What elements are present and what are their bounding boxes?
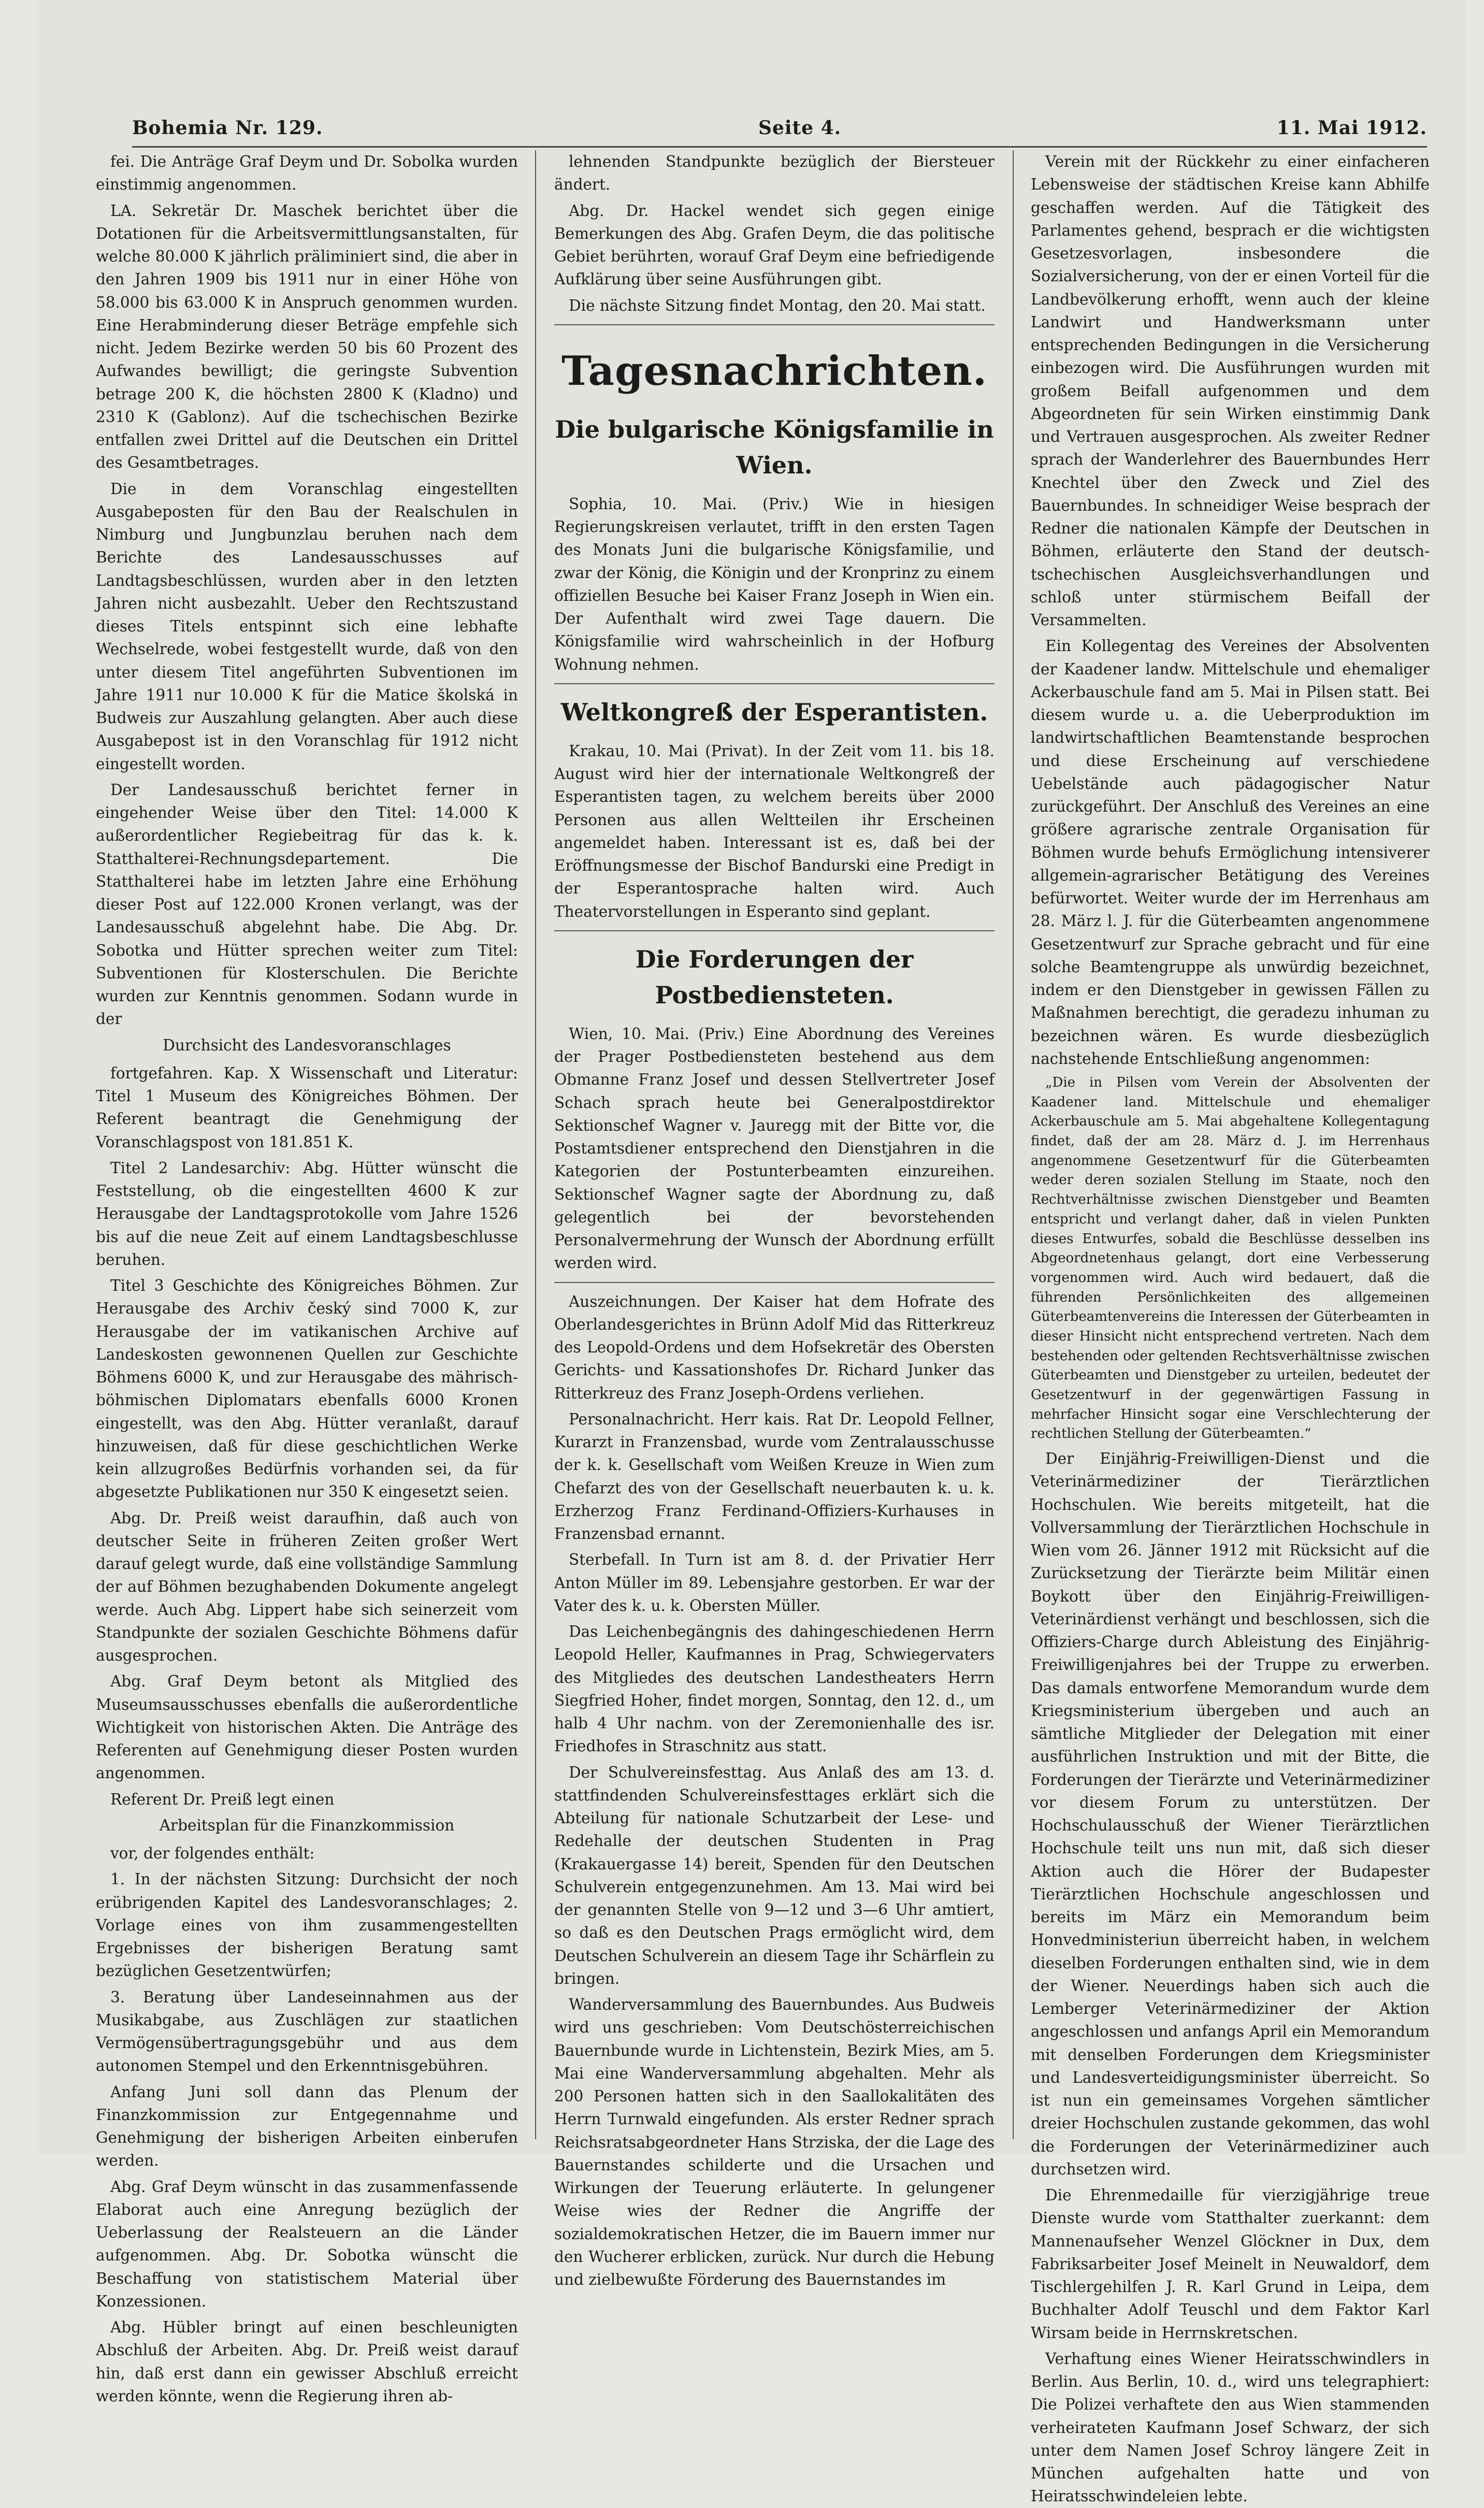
- column-rule: [535, 150, 536, 2139]
- paragraph: Abg. Hübler bringt auf einen beschleunigten Abschluß der Arbeiten. Abg. Dr. Preiß weist darauf hin, daß erst dann ein gewisser Abschluß erreicht werden könnte, wenn die Regierung ihren ab-: [96, 2318, 518, 2405]
- paragraph: Anfang Juni soll dann das Plenum der Finanzkommission zur Entgegennahme und Genehmigung der bisherigen Arbeiten einberufen werden.: [96, 2083, 518, 2170]
- paragraph: Abg. Graf Deym betont als Mitglied des Museumsausschusses ebenfalls die außerordentliche Wichtigkeit von historischen Akten. Die Anträge des Referenten auf Genehmigung dieser Posten wurden angenommen.: [96, 1673, 518, 1782]
- article-headline: Weltkongreß der Esperantisten.: [560, 698, 988, 726]
- paragraph: Der Einjährig-Freiwilligen-Dienst und die Veterinärmediziner der Tierärztlichen Hochschulen. Wie bereits mitgeteilt, hat die Vollversammlung der Tierärztlichen Hochschule in Wien vom 26. Jänner 1912 mit Rücksicht auf die Zurücksetzung der Tierärzte beim Militär einen Boykott über den Einjährig-Freiwilligen-Veterinärdienst verhängt und beschlossen, sich die Offiziers-Charge durch Ableistung des Einjährig-Freiwilligenjahres bei der Truppe zu erwerben. Das damals entworfene Memorandum wurde dem Kriegsministerium übergeben und auch an sämtliche Mitglieder der Delegation mit einer ausführlichen Instruktion und mit der Bitte, die Forderungen der Tierärzte und Veterinärmediziner vor diesem Forum zu unterstützen. Der Hochschulausschuß der Wiener Tierärztlichen Hochschule teilt uns nun mit, daß sich dieser Aktion auch die Hörer der Budapester Tierärztlichen Hochschule angeschlossen und bereits im März ein Memorandum beim Honvedministeriun überreicht haben, in welchem dieselben Forderungen enthalten sind, wie in dem der Wiener. Neuerdings haben sich auch die Lemberger Veterinärmediziner der Aktion angeschlossen und anfangs April ein Memorandum mit denselben Forderungen dem Kriegsminister und Landesverteidigungsminister überreicht. So ist nun ein gemeinsames Vorgehen sämtlicher dreier Hochschulen zustande gekommen, das wohl die Forderungen der Veterinärmediziner auch durchsetzen wird.: [1031, 1450, 1430, 2178]
- paragraph: Auszeichnungen. Der Kaiser hat dem Hofrate des Oberlandesgerichtes in Brünn Adolf Mid das Ritterkreuz des Leopold-Ordens und dem Hofsekretär des Obersten Gerichts- und Kassationshofes Dr. Richard Junker das Ritterkreuz des Franz Joseph-Ordens verliehen.: [554, 1292, 995, 1402]
- column-1: [96, 150, 518, 2405]
- paragraph: Abg. Graf Deym wünscht in das zusammenfassende Elaborat auch eine Anregung bezüglich der Ueberlassung der Realsteuern an die Länder aufgenommen. Abg. Dr. Sobotka wünscht die Beschaffung von statistischem Material über Konzessionen.: [96, 2178, 518, 2310]
- section-heading: Arbeitsplan für die Finanzkommission: [159, 1816, 455, 1834]
- paragraph: Der Schulvereinsfesttag. Aus Anlaß des am 13. d. stattfindenden Schulvereinsfesttages erklärt sich die Abteilung für nationale Schutzarbeit der Lese- und Redehalle der deutschen Studenten in Prag (Krakauergasse 14) bereit, Spenden für den Deutschen Schulverein entgegenzunehmen. Am 13. Mai wird bei der genannten Stelle von 9—12 und 3—6 Uhr amtiert, so daß es den Deutschen Prags ermöglicht wird, dem Deutschen Schulverein an diesem Tage ihr Schärflein zu bringen.: [554, 1763, 995, 1987]
- section-heading: Durchsicht des Landesvoranschlages: [163, 1036, 451, 1054]
- paragraph: Die in dem Voranschlag eingestellten Ausgabeposten für den Bau der Realschulen in Nimburg und Jungbunzlau beruhen nach dem Berichte des Landesausschusses auf Landtagsbeschlüssen, wurden aber in den letzten Jahren nicht ausbezahlt. Ueber den Rechtszustand dieses Titels entspinnt sich eine lebhafte Wechselrede, wobei festgestellt wurde, daß von den unter diesem Titel angeführten Subventionen im Jahre 1911 nur 10.000 K für die Matice školská in Budweis zur Auszahlung gelangten. Aber auch diese Ausgabepost ist in den Voranschlag für 1912 nicht eingestellt worden.: [96, 480, 518, 773]
- paragraph: Verhaftung eines Wiener Heiratsschwindlers in Berlin. Aus Berlin, 10. d., wird uns telegraphiert: Die Polizei verhaftete den aus Wien stammenden verheirateten Kaufmann Josef Schwarz, der sich unter dem Namen Josef Schroy längere Zeit in München aufgehalten hatte und von Heiratsschwindeleien lebte.: [1031, 2350, 1430, 2505]
- paragraph: Wien, 10. Mai. (Priv.) Eine Abordnung des Vereines der Prager Postbediensteten bestehend aus dem Obmanne Franz Josef und dessen Stellvertreter Josef Schach sprach heute bei Generalpostdirektor Sektionschef Wagner v. Jauregg mit der Bitte vor, die Postamtsdiener entsprechend den Dienstjahren in die Kategorien der Postunterbeamten einzureihen. Sektionschef Wagner sagte der Abordnung zu, daß gelegentlich bei der bevorstehenden Personalvermehrung der Wunsch der Abordnung erfüllt werden wird.: [554, 1025, 995, 1272]
- paragraph: Sterbefall. In Turn ist am 8. d. der Privatier Herr Anton Müller im 89. Lebensjahre gestorben. Er war der Vater des k. u. k. Obersten Müller.: [554, 1551, 995, 1615]
- paragraph: Der Landesausschuß berichtet ferner in eingehender Weise über den Titel: 14.000 K außerordentlicher Regiebeitrag für das k. k. Statthalterei-Rechnungsdepartement. Die Statthalterei habe im letzten Jahre eine Erhöhung dieser Post auf 122.000 Kronen verlangt, was der Landesausschuß abgelehnt habe. Die Abg. Dr. Sobotka und Hütter sprechen weiter zum Titel: Subventionen für Klosterschulen. Die Berichte wurden zur Kenntnis genommen. Sodann wurde in der: [96, 781, 518, 1028]
- paragraph: Referent Dr. Preiß legt einen: [110, 1790, 335, 1808]
- article-headline: Die bulgarische Königsfamilie in Wien.: [555, 415, 994, 479]
- paragraph: Verein mit der Rückkehr zu einer einfacheren Lebensweise der städtischen Kreise kann Abhilfe geschaffen werden. Auf die Tätigkeit des Parlamentes gehend, besprach er die wichtigsten Gesetzesvorlagen, insbesondere die Sozialversicherung, von der er einen Vorteil für die Landbevölkerung erhofft, wenn auch der kleine Landwirt und Handwerksmann unter entsprechenden Bedingungen in die Versicherung einbezogen wird. Die Ausführungen wurden mit großem Beifall aufgenommen und dem Abgeordneten für sein Wirken einstimmig Dank und Vertrauen ausgesprochen. Als zweiter Redner sprach der Wanderlehrer des Bauernbundes Herr Knechtel über den Zweck und Ziel des Bauernbundes. In schneidiger Weise besprach der Redner die nationalen Kämpfe der Deutschen in Böhmen, erläuterte den Stand der deutsch-tschechischen Ausgleichsverhandlungen und schloß unter stürmischem Beifall der Versammelten.: [1031, 153, 1430, 629]
- paragraph: Titel 2 Landesarchiv: Abg. Hütter wünscht die Feststellung, ob die eingestellten 4600 K zur Herausgabe der Landtagsprotokolle vom Jahre 1526 bis auf die neue Zeit auf einem Landtagsbeschlusse beruhen.: [96, 1159, 518, 1269]
- article-headline: Die Forderungen der Postbediensteten.: [635, 945, 914, 1009]
- paragraph: Abg. Dr. Preiß weist daraufhin, daß auch von deutscher Seite in früheren Zeiten großer Wert darauf gelegt wurde, daß eine vollständige Sammlung der auf Böhmen bezughabenden Dokumente angelegt werde. Auch Abg. Lippert habe sich seinerzeit vom Standpunkte der sozialen Geschichte Böhmens dafür ausgesprochen.: [96, 1509, 518, 1664]
- divider: [554, 324, 995, 325]
- paragraph: Das Leichenbegängnis des dahingeschiedenen Herrn Leopold Heller, Kaufmannes in Prag, Schwiegervaters des Mitgliedes des deutschen Landestheaters Herrn Siegfried Hoher, findet morgen, Sonntag, den 12. d., um halb 4 Uhr nachm. von der Zeremonienhalle des isr. Friedhofes in Straschnitz aus statt.: [554, 1623, 995, 1755]
- section-title: Tagesnachrichten.: [561, 347, 988, 395]
- column-2: [554, 150, 995, 2288]
- paragraph: fortgefahren. Kap. X Wissenschaft und Literatur: Titel 1 Museum des Königreiches Böhmen. Der Referent beantragt die Genehmigung der Voranschlagspost von 181.851 K.: [96, 1064, 518, 1151]
- paragraph: 1. In der nächsten Sitzung: Durchsicht der noch erübrigenden Kapitel des Landesvoranschlages; 2. Vorlage eines von ihm zusammengestellten Ergebnisses der bisherigen Beratung samt bezüglichen Gesetzentwürfen;: [96, 1870, 518, 1980]
- divider: [554, 930, 995, 931]
- page-header: [132, 110, 1427, 148]
- paragraph: Wanderversammlung des Bauernbundes. Aus Budweis wird uns geschrieben: Vom Deutschösterreichischen Bauernbunde wurde in Lichtenstein, Bezirk Mies, am 5. Mai eine Wanderversammlung abgehalten. Mehr als 200 Personen hatten sich in den Saallokalitäten des Herrn Turnwald eingefunden. Als erster Redner sprach Reichsratsabgeordneter Hans Strziska, der die Lage des Bauernstandes schilderte und die Ursachen und Wirkungen der Teuerung erläuterte. In gelungener Weise wies der Redner die Angriffe der sozialdemokratischen Hetzer, die im Bauern immer nur den Wucherer erblicken, zurück. Nur durch die Hebung und zielbewußte Förderung des Bauernstandes im: [554, 1996, 995, 2288]
- divider: [554, 683, 995, 684]
- paragraph: Sophia, 10. Mai. (Priv.) Wie in hiesigen Regierungskreisen verlautet, trifft in den ersten Tagen des Monats Juni die bulgarische Königsfamilie, und zwar der König, die Königin und der Kronprinz zu einem offiziellen Besuche bei Kaiser Franz Joseph in Wien ein. Der Aufenthalt wird zwei Tage dauern. Die Königsfamilie wird wahrscheinlich in der Hofburg Wohnung nehmen.: [554, 495, 995, 673]
- divider: [554, 1282, 995, 1283]
- header-issue: Bohemia Nr. 129.: [132, 117, 323, 139]
- paragraph: vor, der folgendes enthält:: [110, 1844, 315, 1862]
- column-rule: [1013, 150, 1014, 2139]
- paragraph: LA. Sekretär Dr. Maschek berichtet über die Dotationen für die Arbeitsvermittlungsanstalten, für welche 80.000 K jährlich präliminiert sind, die aber in den Jahren 1909 bis 1911 nur in einer Höhe von 58.000 bis 63.000 K in Anspruch genommen wurden. Eine Herabminderung dieser Beträge empfehle sich nicht. Jedem Bezirke werden 50 bis 60 Prozent des Aufwandes bewilligt; die geringste Subvention betrage 200 K, die höchsten 2800 K (Kladno) und 2310 K (Gablonz). Auf die tschechischen Bezirke entfallen zwei Drittel auf die Deutschen ein Drittel des Gesamtbetrages.: [96, 201, 518, 472]
- header-page-number: Seite 4.: [758, 117, 842, 139]
- column-3: [1031, 150, 1430, 2505]
- paragraph: Ein Kollegentag des Vereines der Absolventen der Kaadener landw. Mittelschule und ehemaliger Ackerbauschule fand am 5. Mai in Pilsen statt. Bei diesem wurde u. a. die Ueberproduktion im landwirtschaftlichen Beamtenstande besprochen und diese Erscheinung auf verschiedene Uebelstände auch pädagogischer Natur zurückgeführt. Der Anschluß des Vereines an eine größere agrarische zentrale Organisation für Böhmen wurde behufs Ermöglichung intensiverer allgemein-agrarischer Betätigung des Vereines befürwortet. Weiter wurde der im Herrenhaus am 28. März l. J. für die Güterbeamten angenommene Gesetzentwurf zur Sprache gebracht und für eine solche Beamtengruppe als unwürdig bezeichnet, indem er den Dienstgeber in gewissen Fällen zu Maßnahmen berechtigt, die geradezu inhuman zu bezeichnen wären. Es wurde diesbezüglich nachstehende Entschließung angenommen:: [1031, 637, 1430, 1068]
- paragraph: lehnenden Standpunkte bezüglich der Biersteuer ändert.: [554, 153, 995, 194]
- paragraph: Abg. Dr. Hackel wendet sich gegen einige Bemerkungen des Abg. Grafen Deym, die das politische Gebiet berührten, worauf Graf Deym eine befriedigende Aufklärung über seine Ausführungen gibt.: [554, 201, 995, 289]
- article-columns: [96, 150, 1430, 2505]
- paragraph: Personalnachricht. Herr kais. Rat Dr. Leopold Fellner, Kurarzt in Franzensbad, wurde vom Zentralausschusse der k. k. Gesellschaft vom Weißen Kreuze in Wien zum Chefarzt des von der Gesellschaft neuerbauten k. u. k. Erzherzog Franz Ferdinand-Offiziers-Kurhauses in Franzensbad ernannt.: [554, 1410, 995, 1543]
- paragraph: fei. Die Anträge Graf Deym und Dr. Sobolka wurden einstimmig angenommen.: [96, 153, 518, 194]
- paragraph: 3. Beratung über Landeseinnahmen aus der Musikabgabe, aus Zuschlägen zur staatlichen Vermögensübertragungsgebühr und aus dem autonomen Stempel und den Erkenntnisgebühren.: [96, 1988, 518, 2075]
- paragraph: Titel 3 Geschichte des Königreiches Böhmen. Zur Herausgabe des Archiv český sind 7000 K, zur Herausgabe der im vatikanischen Archive auf Landeskosten gewonnenen Quellen zur Geschichte Böhmens 6000 K, und zur Herausgabe des mährisch-böhmischen Diplomatars ebenfalls 6000 Kronen eingestellt, was den Abg. Hütter veranlaßt, darauf hinzuweisen, daß für diese geschichtlichen Werke kein allzugroßes Bedürfnis vorhanden sei, da für abgesetzte Publikationen nur 350 K eingesetzt seien.: [96, 1277, 518, 1501]
- resolution-quote: „Die in Pilsen vom Verein der Absolventen der Kaadener land. Mittelschule und ehemaliger Ackerbauschule am 5. Mai abgehaltene Kollegentagung findet, daß der am 28. März d. J. im Herrenhaus angenommene Gesetzentwurf für die Güterbeamten weder deren sozialen Stellung im Staate, noch den Rechtverhältnisse zwischen Dienstgeber und Beamten entspricht und verlangt daher, daß in vielen Punkten dieses Entwurfes, sobald die Beschlüsse desselben ins Abgeordnetenhaus gelangt, dort eine Verbesserung vorgenommen wird. Auch wird bedauert, daß die führenden Persönlichkeiten des allgemeinen Güterbeamtenvereins die Interessen der Güterbeamten in dieser Hinsicht nicht entsprechend vertreten. Nach dem bestehenden oder geltenden Rechtsverhältnisse zwischen Güterbeamten und Dienstgeber zu urteilen, bedeutet der Gesetzentwurf in der gegenwärtigen Fassung in mehrfacher Hinsicht sogar eine Verschlechterung der rechtlichen Stellung der Güterbeamten.“: [1031, 1075, 1430, 1442]
- paragraph: Die Ehrenmedaille für vierzigjährige treue Dienste wurde vom Statthalter zuerkannt: dem Mannenaufseher Wenzel Glöckner in Dux, dem Fabriksarbeiter Josef Meinelt in Neuwaldorf, dem Tischlergehilfen J. R. Karl Grund in Leipa, dem Buchhalter Adolf Teuschl und dem Faktor Karl Wirsam beide in Herrnskretschen.: [1031, 2186, 1430, 2342]
- header-date: 11. Mai 1912.: [1276, 117, 1427, 139]
- paragraph: Krakau, 10. Mai (Privat). In der Zeit vom 11. bis 18. August wird hier der internationale Weltkongreß der Esperantisten tagen, zu welchem bereits über 2000 Personen aus allen Weltteilen ihr Erscheinen angemeldet haben. Interessant ist es, daß bei der Eröffnungsmesse der Bischof Bandurski eine Predigt in der Esperantosprache halten wird. Auch Theatervorstellungen in Esperanto sind geplant.: [554, 742, 995, 920]
- paragraph: Die nächste Sitzung findet Montag, den 20. Mai statt.: [569, 296, 986, 314]
